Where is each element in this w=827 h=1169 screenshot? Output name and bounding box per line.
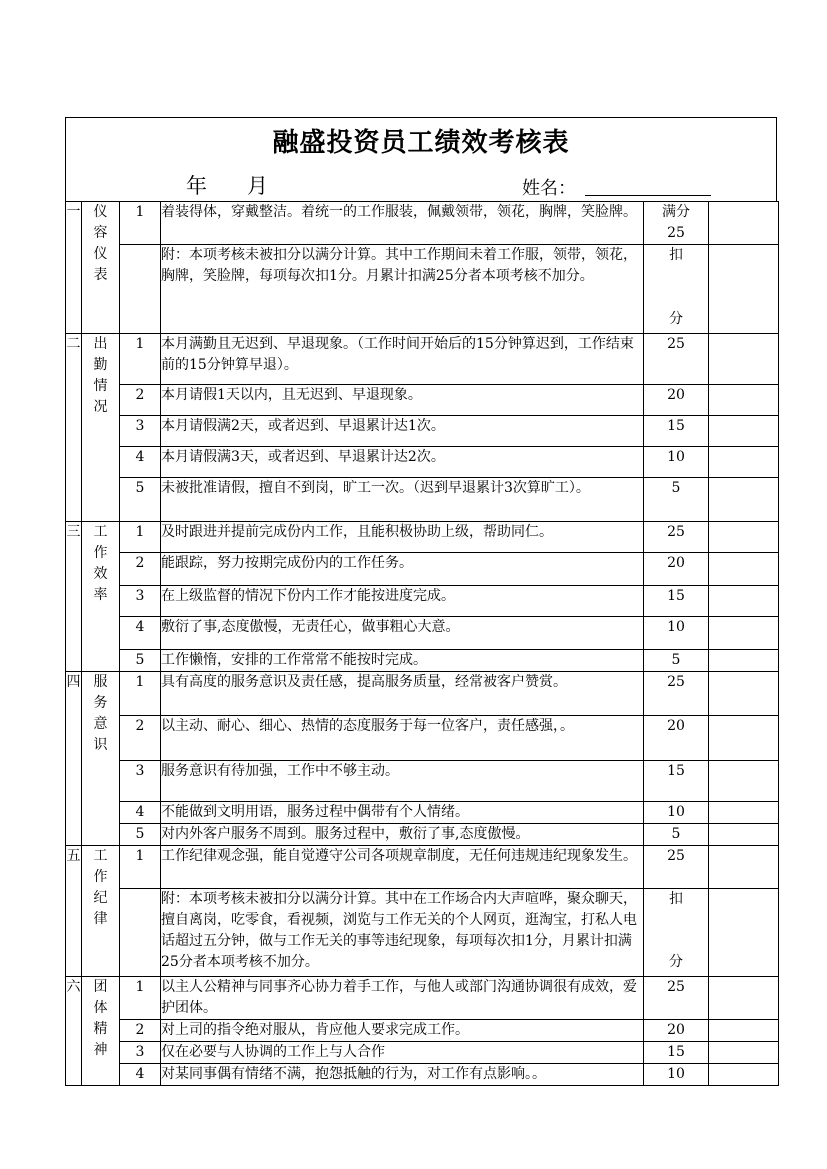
score-entry-cell[interactable] (709, 385, 779, 416)
item-number (120, 889, 161, 977)
score-entry-cell[interactable] (709, 478, 779, 522)
score-entry-cell[interactable] (709, 672, 779, 716)
category-char: 作 (93, 869, 108, 885)
year-label: 年 (186, 174, 207, 198)
evaluation-table (65, 201, 779, 1086)
item-score (644, 202, 709, 245)
form-title: 融盛投资员工绩效考核表 (272, 128, 570, 158)
section-number: 五 (66, 846, 82, 977)
item-description: 附：本项考核未被扣分以满分计算。其中工作期间未着工作服，领带，领花，胸牌，笑脸牌，每项每次扣1分。月累计扣满25分者本项考核不加分。 (161, 245, 644, 334)
item-number: 3 (120, 1042, 161, 1064)
item-number: 1 (120, 672, 161, 716)
category-char: 服 (93, 674, 108, 690)
name-label: 姓名： (522, 178, 576, 199)
full-score-label: 满分 (662, 204, 690, 220)
item-description: 以主人公精神与同事齐心协力着手工作，与他人或部门沟通协调很有成效，爱护团体。 (161, 977, 644, 1020)
name-input-line[interactable] (585, 195, 711, 196)
category-char: 作 (93, 545, 108, 561)
table-row (66, 385, 779, 416)
item-score (644, 889, 709, 977)
category-char: 纪 (93, 890, 108, 906)
category-char: 仪 (93, 204, 108, 220)
item-score: 20 (644, 716, 709, 761)
score-entry-cell[interactable] (709, 716, 779, 761)
item-number: 2 (120, 1020, 161, 1042)
category-char: 仪 (93, 246, 108, 262)
item-description: 未被批准请假，擅自不到岗，旷工一次。（迟到早退累计3次算旷工）。 (161, 478, 644, 522)
item-description: 本月请假满2天，或者迟到、早退累计达1次。 (161, 416, 644, 447)
item-score: 25 (644, 846, 709, 889)
table-row (66, 617, 779, 650)
table-row (66, 522, 779, 553)
section-number: 三 (66, 522, 82, 672)
item-number: 1 (120, 202, 161, 245)
score-entry-cell[interactable] (709, 586, 779, 617)
section-category (82, 672, 120, 846)
score-entry-cell[interactable] (709, 202, 779, 245)
category-char: 工 (93, 524, 108, 540)
category-char: 体 (93, 1000, 108, 1016)
item-description: 对上司的指令绝对服从，肯应他人要求完成工作。 (161, 1020, 644, 1042)
item-score: 10 (644, 1064, 709, 1086)
item-description: 本月请假满3天，或者迟到、早退累计达2次。 (161, 447, 644, 478)
category-char: 率 (93, 587, 108, 603)
table-row (66, 245, 779, 334)
item-score: 5 (644, 650, 709, 672)
item-description: 本月请假1天以内，且无迟到、早退现象。 (161, 385, 644, 416)
item-number: 5 (120, 478, 161, 522)
item-score: 25 (644, 334, 709, 385)
item-score: 20 (644, 1020, 709, 1042)
score-entry-cell[interactable] (709, 977, 779, 1020)
item-number: 4 (120, 1064, 161, 1086)
section-number: 一 (66, 202, 82, 334)
table-row (66, 977, 779, 1020)
table-row (66, 672, 779, 716)
score-entry-cell[interactable] (709, 617, 779, 650)
item-score: 15 (644, 416, 709, 447)
table-row (66, 478, 779, 522)
score-entry-cell[interactable] (709, 447, 779, 478)
item-description: 以主动、耐心、细心、热情的态度服务于每一位客户，责任感强，。 (161, 716, 644, 761)
item-description: 服务意识有待加强，工作中不够主动。 (161, 761, 644, 802)
table-row (66, 586, 779, 617)
item-score: 15 (644, 586, 709, 617)
item-description: 工作纪律观念强，能自觉遵守公司各项规章制度，无任何违规违纪现象发生。 (161, 846, 644, 889)
category-char: 表 (93, 267, 108, 283)
score-entry-cell[interactable] (709, 846, 779, 889)
deduct-label: 扣 (669, 891, 683, 907)
section-category (82, 846, 120, 977)
item-number: 3 (120, 761, 161, 802)
item-description: 对内外客户服务不周到。服务过程中，敷衍了事,态度傲慢。 (161, 824, 644, 846)
item-score: 10 (644, 447, 709, 478)
deduct-label: 扣 (669, 247, 683, 263)
score-entry-cell[interactable] (709, 553, 779, 586)
item-description: 及时跟进并提前完成份内工作，且能积极协助上级，帮助同仁。 (161, 522, 644, 553)
table-row (66, 761, 779, 802)
table-row (66, 553, 779, 586)
item-description: 本月满勤且无迟到、早退现象。（工作时间开始后的15分钟算迟到，工作结束前的15分钟算早退）。 (161, 334, 644, 385)
item-score: 25 (644, 522, 709, 553)
table-row (66, 202, 779, 245)
section-number: 二 (66, 334, 82, 522)
item-score: 10 (644, 802, 709, 824)
category-char: 情 (93, 378, 108, 394)
item-number: 5 (120, 824, 161, 846)
month-label: 月 (247, 174, 268, 198)
item-number: 2 (120, 385, 161, 416)
category-char: 精 (93, 1021, 108, 1037)
section-category (82, 334, 120, 522)
item-description: 具有高度的服务意识及责任感，提高服务质量，经常被客户赞赏。 (161, 672, 644, 716)
category-char: 务 (93, 695, 108, 711)
item-description: 在上级监督的情况下份内工作才能按进度完成。 (161, 586, 644, 617)
table-row (66, 846, 779, 889)
table-row (66, 334, 779, 385)
category-char: 容 (93, 225, 108, 241)
score-entry-cell[interactable] (709, 824, 779, 846)
item-number: 1 (120, 334, 161, 385)
score-entry-cell[interactable] (709, 650, 779, 672)
score-entry-cell[interactable] (709, 1042, 779, 1064)
category-char: 出 (93, 336, 108, 352)
score-entry-cell[interactable] (709, 416, 779, 447)
item-description: 附：本项考核未被扣分以满分计算。其中在工作场合内大声喧哗，聚众聊天，擅自离岗，吃零食，看视频，浏览与工作无关的个人网页，逛淘宝，打私人电话超过五分钟，做与工作无关的事等违纪现象，每项每次扣1分，月累计扣满25分者本项考核不加分。 (161, 889, 644, 977)
item-number: 1 (120, 522, 161, 553)
item-description: 敷衍了事,态度傲慢，无责任心，做事粗心大意。 (161, 617, 644, 650)
item-number (120, 245, 161, 334)
deduct-unit: 分 (669, 954, 683, 970)
item-number: 3 (120, 416, 161, 447)
item-number: 4 (120, 447, 161, 478)
item-number: 3 (120, 586, 161, 617)
category-char: 意 (93, 716, 108, 732)
section-category (82, 202, 120, 334)
item-score: 25 (644, 977, 709, 1020)
item-score (644, 245, 709, 334)
score-entry-cell[interactable] (709, 1020, 779, 1042)
score-entry-cell[interactable] (709, 889, 779, 977)
item-description: 工作懒惰，安排的工作常常不能按时完成。 (161, 650, 644, 672)
item-description: 对某同事偶有情绪不满，抱怨抵触的行为，对工作有点影响。。 (161, 1064, 644, 1086)
table-row (66, 650, 779, 672)
item-score: 10 (644, 617, 709, 650)
item-description: 不能做到文明用语，服务过程中偶带有个人情绪。 (161, 802, 644, 824)
item-score: 5 (644, 478, 709, 522)
item-number: 1 (120, 846, 161, 889)
item-number: 1 (120, 977, 161, 1020)
item-description: 着装得体，穿戴整洁。着统一的工作服装，佩戴领带，领花，胸牌，笑脸牌。 (161, 202, 644, 245)
category-char: 况 (93, 399, 108, 415)
category-char: 工 (93, 848, 108, 864)
form-header (65, 117, 777, 202)
table-row (66, 416, 779, 447)
item-number: 4 (120, 802, 161, 824)
score-entry-cell[interactable] (709, 245, 779, 334)
item-number: 4 (120, 617, 161, 650)
table-row (66, 889, 779, 977)
table-row (66, 1064, 779, 1086)
score-entry-cell[interactable] (709, 761, 779, 802)
item-score: 20 (644, 385, 709, 416)
item-number: 2 (120, 553, 161, 586)
section-category (82, 977, 120, 1086)
category-char: 效 (93, 566, 108, 582)
deduct-unit: 分 (669, 311, 683, 327)
score-entry-cell[interactable] (709, 334, 779, 385)
full-score-value: 25 (667, 225, 685, 241)
item-score: 25 (644, 672, 709, 716)
category-char: 神 (93, 1042, 108, 1058)
table-row (66, 1020, 779, 1042)
section-number: 四 (66, 672, 82, 846)
item-description: 能跟踪，努力按期完成份内的工作任务。 (161, 553, 644, 586)
score-entry-cell[interactable] (709, 522, 779, 553)
item-description: 仅在必要与人协调的工作上与人合作 (161, 1042, 644, 1064)
score-entry-cell[interactable] (709, 1064, 779, 1086)
category-char: 勤 (93, 357, 108, 373)
table-row (66, 824, 779, 846)
score-entry-cell[interactable] (709, 802, 779, 824)
table-row (66, 802, 779, 824)
category-char: 团 (93, 979, 108, 995)
section-number: 六 (66, 977, 82, 1086)
section-category (82, 522, 120, 672)
item-number: 2 (120, 716, 161, 761)
item-score: 20 (644, 553, 709, 586)
table-row (66, 716, 779, 761)
category-char: 律 (93, 911, 108, 927)
item-score: 5 (644, 824, 709, 846)
table-row (66, 1042, 779, 1064)
table-row (66, 447, 779, 478)
category-char: 识 (93, 737, 108, 753)
item-score: 15 (644, 1042, 709, 1064)
item-number: 5 (120, 650, 161, 672)
item-score: 15 (644, 761, 709, 802)
